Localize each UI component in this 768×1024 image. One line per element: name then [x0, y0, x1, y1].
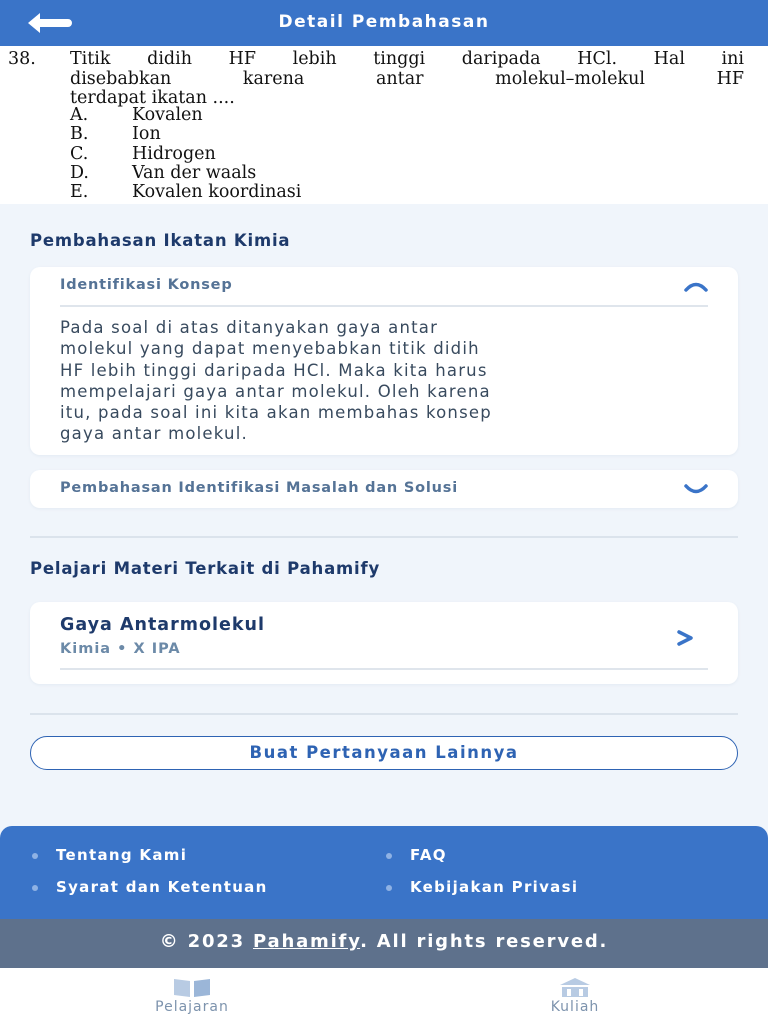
accordion-divider — [60, 305, 708, 307]
answer-option — [70, 144, 216, 164]
body-line: molekul yang dapat menyebabkan titik didih — [60, 339, 480, 359]
accordion-body — [60, 317, 710, 445]
footer-link-faq[interactable]: FAQ — [410, 846, 447, 864]
accordion-identifikasi-masalah[interactable] — [30, 470, 738, 508]
material-separator: • — [117, 641, 128, 657]
body-line: mempelajari gaya antar molekul. Oleh karena — [60, 381, 491, 401]
body-line: gaya antar molekul. — [60, 424, 248, 444]
question-text-line: disebabkan karena antar molekul–molekul HF — [70, 69, 744, 89]
university-icon — [554, 976, 596, 998]
footer-link-kebijakan[interactable]: Kebijakan Privasi — [410, 878, 579, 896]
chevron-down-icon[interactable] — [682, 482, 710, 498]
footer-link-tentang-kami[interactable]: Tentang Kami — [56, 846, 188, 864]
chevron-up-icon[interactable] — [682, 278, 710, 294]
option-letter: D. — [70, 163, 89, 183]
material-title: Gaya Antarmolekul — [60, 615, 265, 635]
footer-link-syarat[interactable]: Syarat dan Ketentuan — [56, 878, 268, 896]
brand-link[interactable]: Pahamify — [253, 931, 361, 952]
option-text: Hidrogen — [132, 144, 216, 164]
answer-option — [70, 163, 256, 183]
nav-item-kuliah[interactable] — [495, 976, 655, 1015]
nav-label: Kuliah — [550, 999, 600, 1015]
section-divider — [30, 536, 738, 538]
option-letter: E. — [70, 182, 89, 202]
copyright-suffix: . All rights reserved. — [360, 931, 609, 952]
card-divider — [60, 668, 708, 670]
option-letter: C. — [70, 144, 89, 164]
question-number: 38. — [8, 49, 36, 69]
option-text: Ion — [132, 124, 161, 144]
book-icon — [171, 976, 213, 998]
material-subject: Kimia — [60, 641, 112, 657]
option-text: Kovalen — [132, 105, 203, 125]
body-line: Pada soal di atas ditanyakan gaya antar — [60, 318, 439, 337]
top-app-bar — [0, 0, 768, 46]
body-line: HF lebih tinggi daripada HCl. Maka kita harus — [60, 360, 488, 380]
section-divider — [30, 713, 738, 715]
answer-option — [70, 182, 301, 202]
question-text-line: Titik didih HF lebih tinggi daripada HCl. Hal ini — [70, 49, 744, 69]
related-title: Pelajari Materi Terkait di Pahamify — [30, 559, 381, 578]
nav-item-pelajaran[interactable] — [112, 976, 272, 1015]
question-text-line: terdapat ikatan .... — [70, 88, 235, 108]
material-meta — [60, 641, 181, 657]
material-grade: X IPA — [133, 641, 181, 657]
bottom-navigation — [0, 968, 768, 1024]
related-material-card[interactable] — [30, 602, 738, 684]
option-letter: A. — [70, 105, 89, 125]
page-title: Detail Pembahasan — [278, 12, 490, 32]
ask-question-button[interactable]: Buat Pertanyaan Lainnya — [30, 736, 738, 770]
accordion-identifikasi-konsep — [30, 267, 738, 455]
body-line: itu, pada soal ini kita akan membahas konsep — [60, 403, 492, 423]
accordion-title[interactable]: Pembahasan Identifikasi Masalah dan Solusi — [60, 480, 459, 496]
copyright-prefix: © 2023 — [159, 931, 254, 952]
copyright-bar — [0, 919, 768, 968]
question-image — [0, 46, 768, 204]
option-text: Van der waals — [132, 163, 257, 183]
chevron-right-icon[interactable] — [676, 630, 694, 646]
nav-label: Pelajaran — [155, 999, 229, 1015]
option-letter: B. — [70, 124, 89, 144]
accordion-title[interactable]: Identifikasi Konsep — [60, 277, 233, 293]
discussion-title: Pembahasan Ikatan Kimia — [30, 231, 291, 250]
footer — [0, 826, 768, 919]
answer-option — [70, 124, 161, 144]
option-text: Kovalen koordinasi — [132, 182, 302, 202]
answer-option — [70, 105, 203, 125]
